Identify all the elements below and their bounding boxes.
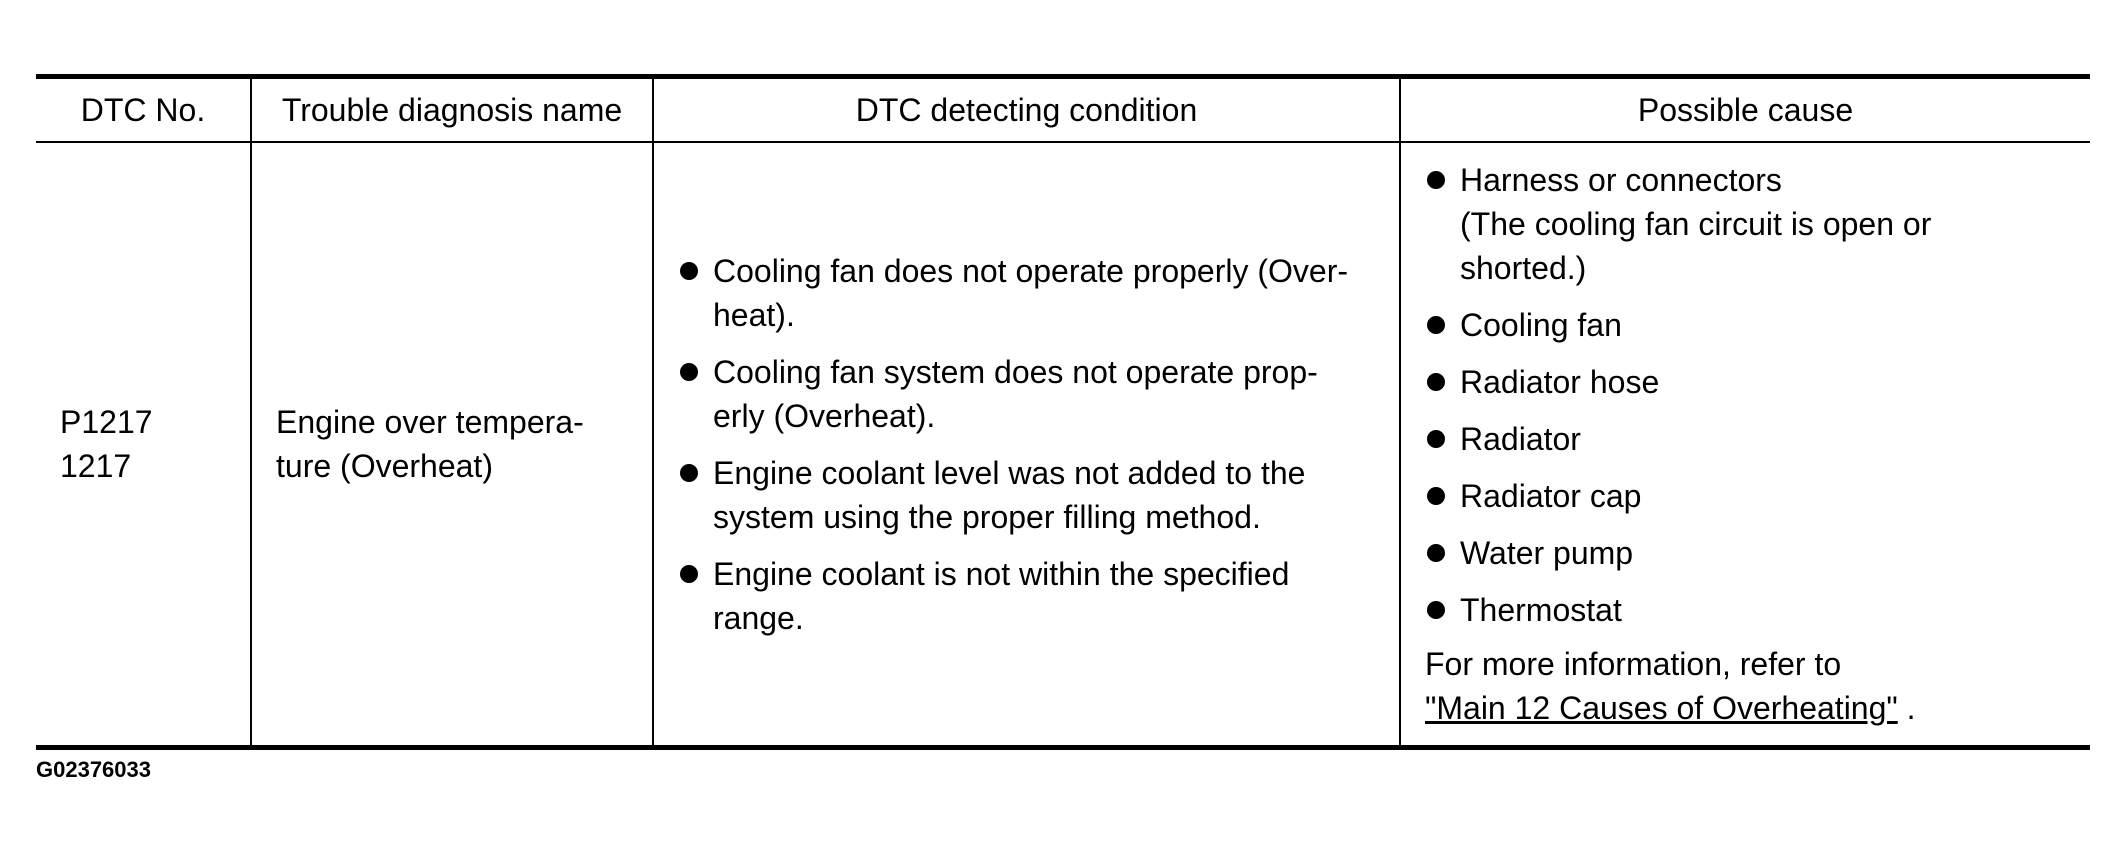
bullet-icon bbox=[1427, 373, 1445, 391]
more-info-text: For more information, refer to bbox=[1425, 646, 1842, 682]
figure-code: G02376033 bbox=[36, 757, 151, 782]
bullet-icon bbox=[680, 262, 698, 280]
list-item bbox=[1425, 158, 2066, 290]
cause-text: (The cooling fan circuit is open or bbox=[1460, 206, 1932, 242]
cause-text: Cooling fan bbox=[1460, 307, 1622, 343]
more-info-reference bbox=[1425, 690, 1916, 726]
table-header-row bbox=[36, 77, 2090, 143]
cause-text: Radiator cap bbox=[1460, 478, 1642, 514]
overheating-causes-link[interactable]: "Main 12 Causes of Overheating" bbox=[1425, 690, 1898, 726]
header-possible-cause: Possible cause bbox=[1400, 77, 2090, 143]
diagnosis-name-line: Engine over tempera- bbox=[276, 404, 584, 440]
cell-dtc-no bbox=[36, 142, 251, 748]
cause-text: Radiator hose bbox=[1460, 364, 1660, 400]
cause-text: Thermostat bbox=[1460, 592, 1622, 628]
condition-list bbox=[678, 249, 1375, 640]
cause-text: Water pump bbox=[1460, 535, 1634, 571]
dtc-code: P1217 bbox=[60, 404, 153, 440]
cell-possible-cause bbox=[1400, 142, 2090, 748]
cause-text: shorted.) bbox=[1460, 250, 1587, 286]
table-row bbox=[36, 142, 2090, 748]
cell-diagnosis-name bbox=[251, 142, 653, 748]
list-item bbox=[1425, 417, 2066, 461]
condition-text: Cooling fan system does not operate prop- bbox=[713, 353, 1318, 390]
list-item bbox=[678, 350, 1375, 438]
bullet-icon bbox=[1427, 171, 1445, 189]
bullet-icon bbox=[1427, 601, 1445, 619]
dtc-table bbox=[36, 74, 2090, 750]
condition-text: Cooling fan does not operate properly (Over- bbox=[713, 252, 1349, 289]
cause-text: Radiator bbox=[1460, 421, 1581, 457]
list-item bbox=[1425, 474, 2066, 518]
dtc-table-container bbox=[36, 74, 2090, 750]
bullet-icon bbox=[1427, 487, 1445, 505]
header-dtc-no: DTC No. bbox=[36, 77, 251, 143]
list-item bbox=[1425, 360, 2066, 404]
bullet-icon bbox=[680, 565, 698, 583]
header-dtc-detecting-condition: DTC detecting condition bbox=[653, 77, 1400, 143]
list-item bbox=[1425, 303, 2066, 347]
list-item bbox=[1425, 531, 2066, 575]
condition-text: range. bbox=[713, 599, 804, 636]
list-item bbox=[678, 552, 1375, 640]
condition-text: Engine coolant level was not added to the bbox=[713, 454, 1306, 491]
bullet-icon bbox=[1427, 544, 1445, 562]
more-info-suffix: . bbox=[1897, 690, 1916, 726]
condition-text: system using the proper filling method. bbox=[713, 498, 1261, 535]
cell-detecting-condition bbox=[653, 142, 1400, 748]
bullet-icon bbox=[1427, 316, 1445, 334]
condition-text: erly (Overheat). bbox=[713, 397, 936, 434]
list-item bbox=[678, 451, 1375, 539]
cause-list bbox=[1425, 158, 2066, 632]
cause-text: Harness or connectors bbox=[1460, 162, 1782, 198]
more-info bbox=[1425, 642, 2066, 730]
condition-text: heat). bbox=[713, 296, 795, 333]
bullet-icon bbox=[680, 464, 698, 482]
bullet-icon bbox=[680, 363, 698, 381]
dtc-code-short: 1217 bbox=[60, 448, 132, 484]
header-trouble-diagnosis-name: Trouble diagnosis name bbox=[251, 77, 653, 143]
list-item bbox=[1425, 588, 2066, 632]
bullet-icon bbox=[1427, 430, 1445, 448]
condition-text: Engine coolant is not within the specified bbox=[713, 555, 1290, 592]
list-item bbox=[678, 249, 1375, 337]
diagnosis-name-line: ture (Overheat) bbox=[276, 448, 493, 484]
